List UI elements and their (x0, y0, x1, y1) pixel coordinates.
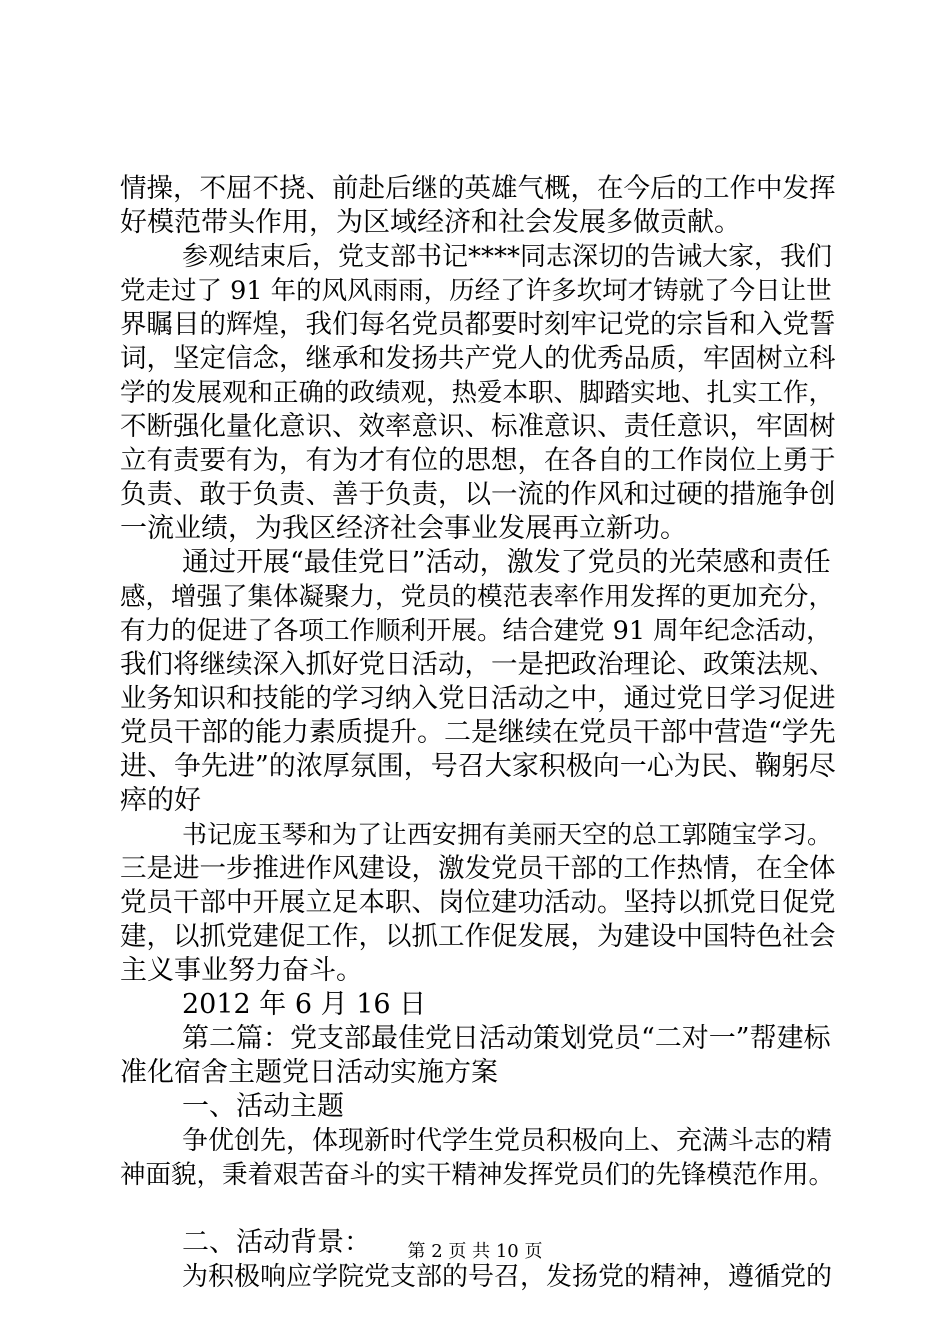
paragraph (120, 1022, 840, 1090)
text-line: 一流业绩，为我区经济社会事业发展再立新功。 (120, 513, 687, 544)
text-line: 通过开展“最佳党日”活动，激发了党员的光荣感和责任 (182, 547, 831, 578)
paragraph (120, 988, 840, 1022)
text-line: 不断强化量化意识、效率意识、标准意识、责任意识，牢固树 (120, 411, 836, 442)
text-line: 书记庞玉琴和为了让西安拥有美丽天空的总工郭随宝学习。 (182, 820, 833, 849)
text-line: 神面貌，秉着艰苦奋斗的实干精神发挥党员们的先锋模范作用。 (120, 1160, 835, 1190)
text-line: 党员干部中开展立足本职、岗位建功活动。坚持以抓党日促党 (120, 887, 836, 918)
paragraph (120, 1260, 840, 1294)
paragraph (120, 818, 840, 988)
text-line: 我们将继续深入抓好党日活动，一是把政治理论、政策法规、 (120, 649, 836, 680)
text-line: 三是进一步推进作风建设，激发党员干部的工作热情，在全体 (120, 853, 836, 884)
text-line: 2012 年 6 月 16 日 (182, 989, 427, 1020)
paragraph (120, 1124, 840, 1192)
paragraph (120, 172, 840, 240)
text-line: 立有责要有为，有为才有位的思想，在各自的工作岗位上勇于 (120, 445, 836, 476)
page-footer: 第 2 页 共 10 页 (407, 1241, 543, 1262)
text-line: 进、争先进”的浓厚氛围，号召大家积极向一心为民、鞠躬尽 (120, 751, 836, 782)
text-line: 主义事业努力奋斗。 (120, 955, 363, 986)
blank-line (120, 1192, 840, 1226)
text-line: 好模范带头作用，为区域经济和社会发展多做贡献。 (120, 207, 741, 238)
paragraph (120, 1090, 840, 1124)
text-line: 争优创先，体现新时代学生党员积极向上、充满斗志的精 (182, 1126, 833, 1156)
text-line: 准化宿舍主题党日活动实施方案 (120, 1057, 498, 1088)
text-line: 有力的促进了各项工作顺利开展。结合建党 91 周年纪念活动， (120, 616, 832, 646)
text-line: 负责、敢于负责、善于负责，以一流的作风和过硬的措施争创 (120, 479, 836, 510)
paragraph (120, 546, 840, 818)
text-line: 词，坚定信念，继承和发扬共产党人的优秀品质，牢固树立科 (120, 343, 836, 374)
text-line: 第二篇：党支部最佳党日活动策划党员“二对一”帮建标 (182, 1023, 831, 1054)
text-line: 学的发展观和正确的政绩观，热爱本职、脚踏实地、扎实工作， (120, 378, 835, 408)
paragraph (120, 240, 840, 546)
text-line: 情操，不屈不挠、前赴后继的英雄气概，在今后的工作中发挥 (120, 173, 836, 204)
text-line: 界瞩目的辉煌，我们每名党员都要时刻牢记党的宗旨和入党誓 (120, 309, 836, 340)
text-line: 参观结束后，党支部书记****同志深切的告诫大家，我们 (182, 242, 833, 272)
text-line: 感，增强了集体凝聚力，党员的模范表率作用发挥的更加充分， (120, 582, 835, 612)
text-line: 业务知识和技能的学习纳入党日活动之中，通过党日学习促进 (120, 683, 836, 714)
text-line: 党走过了 91 年的风风雨雨，历经了许多坎坷才铸就了今日让世 (120, 276, 832, 306)
text-line: 建，以抓党建促工作，以抓工作促发展，为建设中国特色社会 (120, 921, 836, 952)
text-line: 二、活动背景： (182, 1227, 371, 1258)
text-line: 党员干部的能力素质提升。二是继续在党员干部中营造“学先 (120, 717, 836, 748)
text-line: 一、活动主题 (182, 1091, 344, 1122)
text-line: 为积极响应学院党支部的号召，发扬党的精神，遵循党的 (182, 1262, 833, 1292)
document-body (120, 172, 840, 1294)
text-line: 瘁的好 (120, 785, 201, 816)
